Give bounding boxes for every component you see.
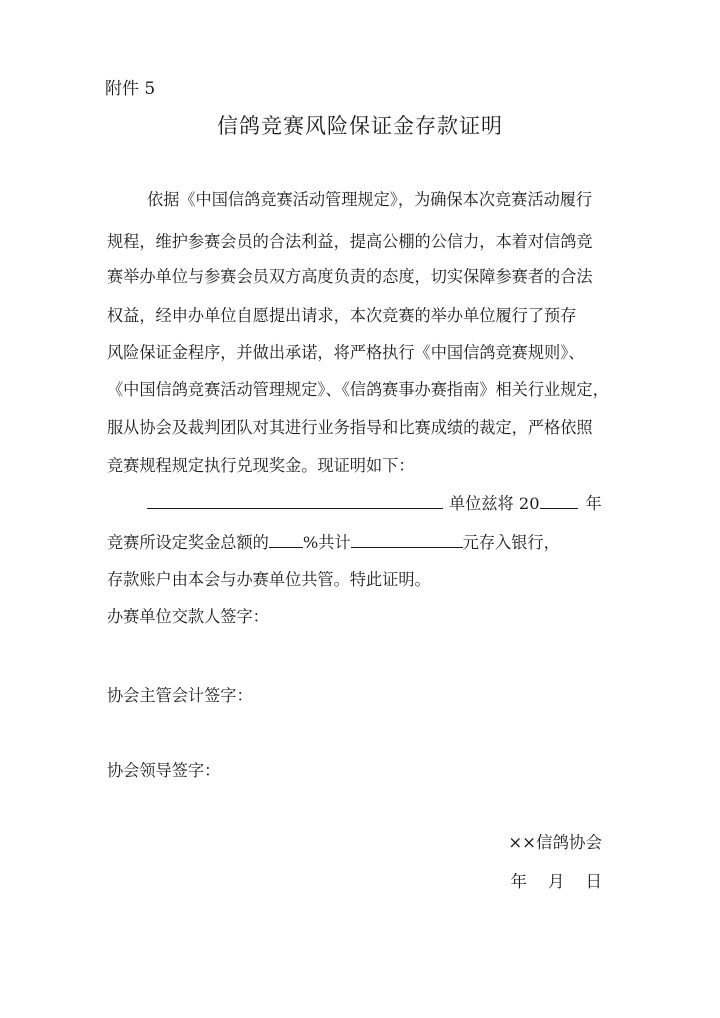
unit-name-blank[interactable]: [147, 491, 443, 509]
fill-line-2: 竞赛所设定奖金总额的 %共计 元存入银行，: [107, 529, 560, 553]
fill-line-1: 单位兹将 20 年: [147, 490, 602, 514]
accountant-signature-label: 协会主管会计签字：: [107, 686, 253, 705]
payer-signature-label: 办赛单位交款人签字：: [107, 607, 269, 626]
organization-name: ××信鸽协会: [508, 833, 602, 852]
paragraph-line: 风险保证金程序，并做出承诺，将严格执行《中国信鸽竞赛规则》、: [107, 343, 585, 362]
paragraph-line: 存款账户由本会与办赛单位共管。特此证明。: [107, 570, 431, 589]
paragraph-line: 竞赛规程规定执行兑现奖金。现证明如下：: [107, 456, 415, 475]
paragraph-line: 权益，经申办单位自愿提出请求，本次竞赛的举办单位履行了预存: [107, 306, 577, 325]
date-line: 年 月 日: [510, 872, 602, 891]
year-blank[interactable]: [540, 491, 578, 509]
paragraph-line: 服从协会及裁判团队对其进行业务指导和比赛成绩的裁定，严格依照: [107, 418, 593, 437]
paragraph-line: 依据《中国信鸽竞赛活动管理规定》，为确保本次竞赛活动履行: [147, 190, 593, 209]
paragraph-line: 《中国信鸽竞赛活动管理规定》、《信鸽赛事办赛指南》相关行业规定，: [107, 380, 609, 399]
paragraph-line: 赛举办单位与参赛会员双方高度负责的态度，切实保障参赛者的合法: [107, 267, 593, 286]
amount-blank[interactable]: [351, 530, 463, 548]
attachment-label: 附件 5: [105, 79, 156, 99]
paragraph-line: 规程，维护参赛会员的合法利益，提高公棚的公信力，本着对信鸽竞: [107, 232, 593, 251]
document-title: 信鸽竞赛风险保证金存款证明: [217, 114, 503, 138]
percent-blank[interactable]: [269, 530, 303, 548]
leader-signature-label: 协会领导签字：: [107, 761, 221, 780]
